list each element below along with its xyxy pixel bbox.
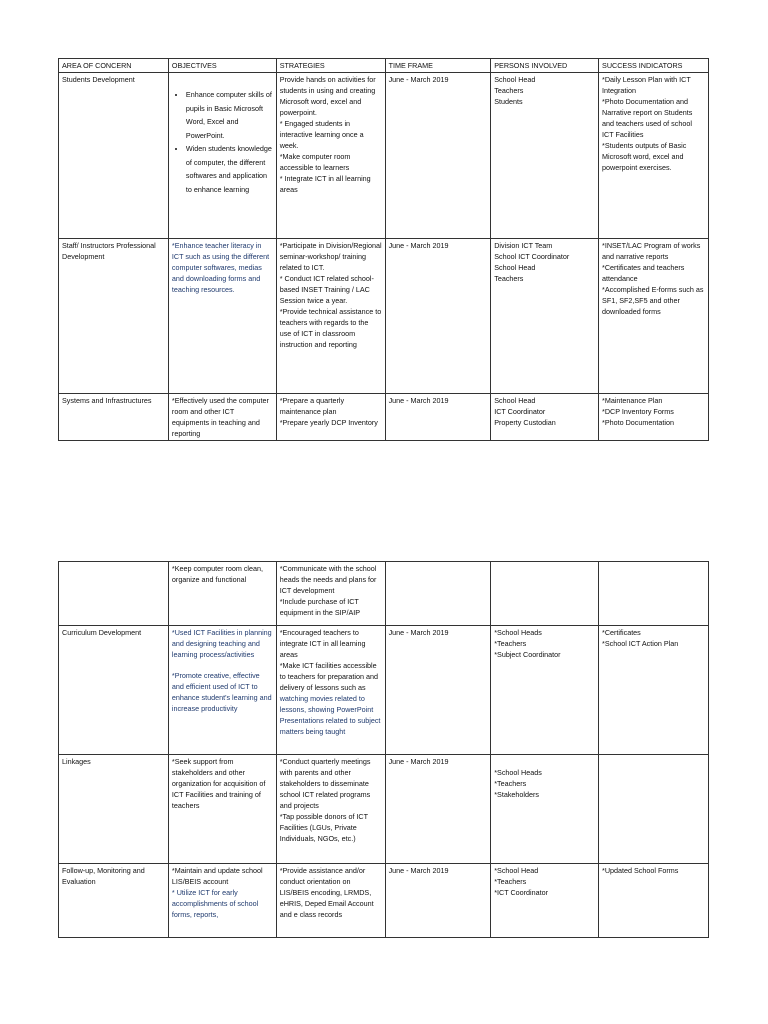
time-frame-cell: June - March 2019 (385, 73, 491, 239)
table-header-row (59, 59, 709, 73)
strategies-cell: *Conduct quarterly meetings with parents and other stakeholders to disseminate school ICT related programs and projects *Tap possible donors of ICT Facilities (LGUs, Private Individuals, NGOs, etc.) (276, 755, 385, 864)
persons-cell (491, 562, 599, 626)
indicators-cell (599, 755, 709, 864)
persons-cell: Division ICT Team School ICT Coordinator School Head Teachers (491, 239, 599, 394)
area-cell: Curriculum Development (59, 626, 169, 755)
objectives-cell: *Keep computer room clean, organize and functional (168, 562, 276, 626)
time-frame-cell: June - March 2019 (385, 394, 491, 441)
spacer (172, 660, 273, 670)
list-item: • Enhance computer skills of pupils in Basic Microsoft Word, Excel and PowerPoint. (186, 88, 273, 142)
objective-text: *Promote creative, effective and efficient used of ICT to enhance student's learning and increase productivity (171, 671, 272, 713)
table-row (59, 73, 709, 239)
indicators-cell: *Daily Lesson Plan with ICT Integration *Photo Documentation and Narrative report on Students and teachers used of school ICT Facilities *Students outputs of Basic Microsoft word, excel and powerpoint exercises. (599, 73, 709, 239)
objective-text: *Maintain and update school LIS/BEIS account (171, 866, 263, 886)
time-frame-cell (385, 562, 491, 626)
area-cell (59, 562, 169, 626)
indicators-cell: *Maintenance Plan *DCP Inventory Forms *Photo Documentation (599, 394, 709, 441)
table-row (59, 394, 709, 441)
table-row (59, 864, 709, 938)
area-cell: Linkages (59, 755, 169, 864)
strategies-cell: *Communicate with the school heads the needs and plans for ICT development *Include purchase of ICT equipment in the SIP/AIP (276, 562, 385, 626)
list-item: • Widen students knowledge of computer, the different softwares and application to enhance learning (186, 142, 273, 196)
strategies-cell (276, 626, 385, 755)
table-row (59, 562, 709, 626)
persons-cell: *School Head *Teachers *ICT Coordinator (491, 864, 599, 938)
objectives-cell: *Seek support from stakeholders and other organization for acquisition of ICT Facilities and training of teachers (168, 755, 276, 864)
time-frame-cell: June - March 2019 (385, 626, 491, 755)
header-success-indicators: SUCCESS INDICATORS (599, 59, 709, 73)
persons-cell: School Head Teachers Students (491, 73, 599, 239)
objectives-cell (168, 864, 276, 938)
objectives-cell (168, 73, 276, 239)
table-row (59, 626, 709, 755)
indicators-cell: *Certificates *School ICT Action Plan (599, 626, 709, 755)
action-plan-table-page-2 (58, 561, 709, 938)
persons-cell: *School Heads *Teachers *Subject Coordinator (491, 626, 599, 755)
time-frame-cell: June - March 2019 (385, 239, 491, 394)
indicators-cell: *INSET/LAC Program of works and narrative reports *Certificates and teachers attendance *Accomplished E-forms such as SF1, SF2,SF5 and other downloaded forms (599, 239, 709, 394)
strategies-cell: Provide hands on activities for students in using and creating Microsoft word, excel and powerpoint. * Engaged students in interactive learning once a week. *Make computer room accessible to learners * Integrate ICT in all learning areas (276, 73, 385, 239)
indicators-cell: *Updated School Forms (599, 864, 709, 938)
action-plan-table-page-1 (58, 58, 709, 441)
objectives-cell: *Effectively used the computer room and other ICT equipments in teaching and reporting (168, 394, 276, 441)
strategy-text: *Encouraged teachers to integrate ICT in all learning areas *Make ICT facilities accessible to teachers for preparation and delivery of lessons such as (279, 628, 379, 692)
persons-cell: School Head ICT Coordinator Property Custodian (491, 394, 599, 441)
persons-cell: *School Heads *Teachers *Stakeholders (491, 755, 599, 864)
table-row (59, 755, 709, 864)
time-frame-cell: June - March 2019 (385, 755, 491, 864)
header-persons-involved: PERSONS INVOLVED (491, 59, 599, 73)
header-objectives: OBJECTIVES (168, 59, 276, 73)
strategies-cell: *Provide assistance and/or conduct orientation on LIS/BEIS encoding, LRMDS, eHRIS, Deped Email Account and e class records (276, 864, 385, 938)
area-cell: Follow-up, Monitoring and Evaluation (59, 864, 169, 938)
strategies-cell: *Participate in Division/Regional seminar-workshop/ training related to ICT. * Conduct ICT related school-based INSET Training / LAC Session twice a year. *Provide technical assistance to teachers with regards to the use of ICT in classroom instruction and reporting (276, 239, 385, 394)
objective-text: *Used ICT Facilities in planning and designing teaching and learning process/activities (171, 628, 272, 659)
strategy-text-highlight: watching movies related to lessons, showing PowerPoint Presentations related to subject matters being taught (279, 694, 381, 736)
area-cell: Staff/ Instructors Professional Development (59, 239, 169, 394)
objective-text-highlight: * Utilize ICT for early accomplishments of school forms, reports, (171, 888, 259, 919)
header-time-frame: TIME FRAME (385, 59, 491, 73)
table-row (59, 239, 709, 394)
indicators-cell (599, 562, 709, 626)
objectives-cell (168, 626, 276, 755)
time-frame-cell: June - March 2019 (385, 864, 491, 938)
header-strategies: STRATEGIES (276, 59, 385, 73)
strategies-cell: *Prepare a quarterly maintenance plan *Prepare yearly DCP Inventory (276, 394, 385, 441)
header-area-of-concern: AREA OF CONCERN (59, 59, 169, 73)
area-cell: Students Development (59, 73, 169, 239)
area-cell: Systems and Infrastructures (59, 394, 169, 441)
objectives-bullet-list (172, 88, 273, 196)
objectives-cell: *Enhance teacher literacy in ICT such as using the different computer softwares, medias and downloading forms and teaching resources. (168, 239, 276, 394)
